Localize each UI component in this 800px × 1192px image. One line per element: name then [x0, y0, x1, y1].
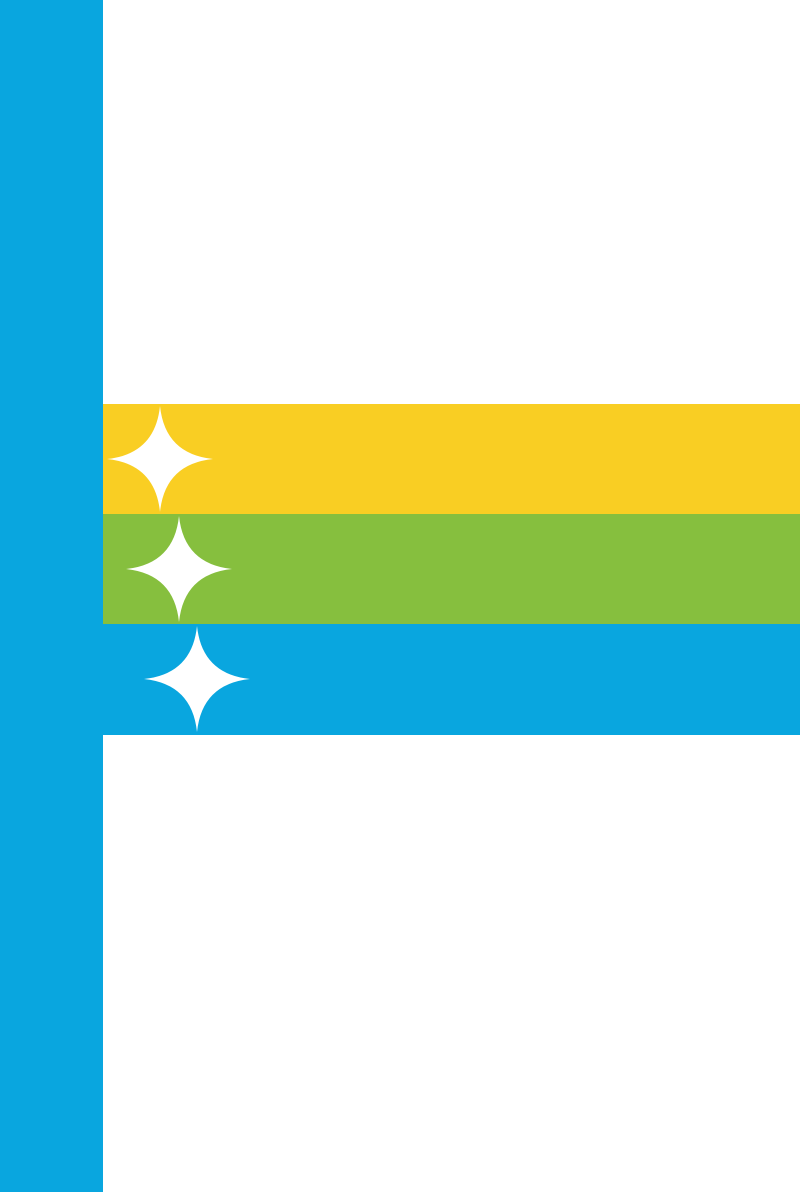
level-1-badge — [105, 404, 215, 514]
strip-stars-decoration — [0, 0, 103, 1192]
level-2-band — [103, 514, 800, 624]
level-3-badge — [142, 624, 252, 734]
star-badge-icon — [142, 624, 252, 734]
level-1-band — [103, 404, 800, 514]
star-badge-icon — [105, 404, 215, 514]
star-badge-icon — [124, 514, 234, 624]
side-strip — [0, 0, 103, 1192]
level-3-band — [103, 624, 800, 735]
sparkles-top-decoration — [80, 10, 320, 150]
level-2-badge — [124, 514, 234, 624]
sparkles-bottom-decoration — [545, 1005, 785, 1145]
